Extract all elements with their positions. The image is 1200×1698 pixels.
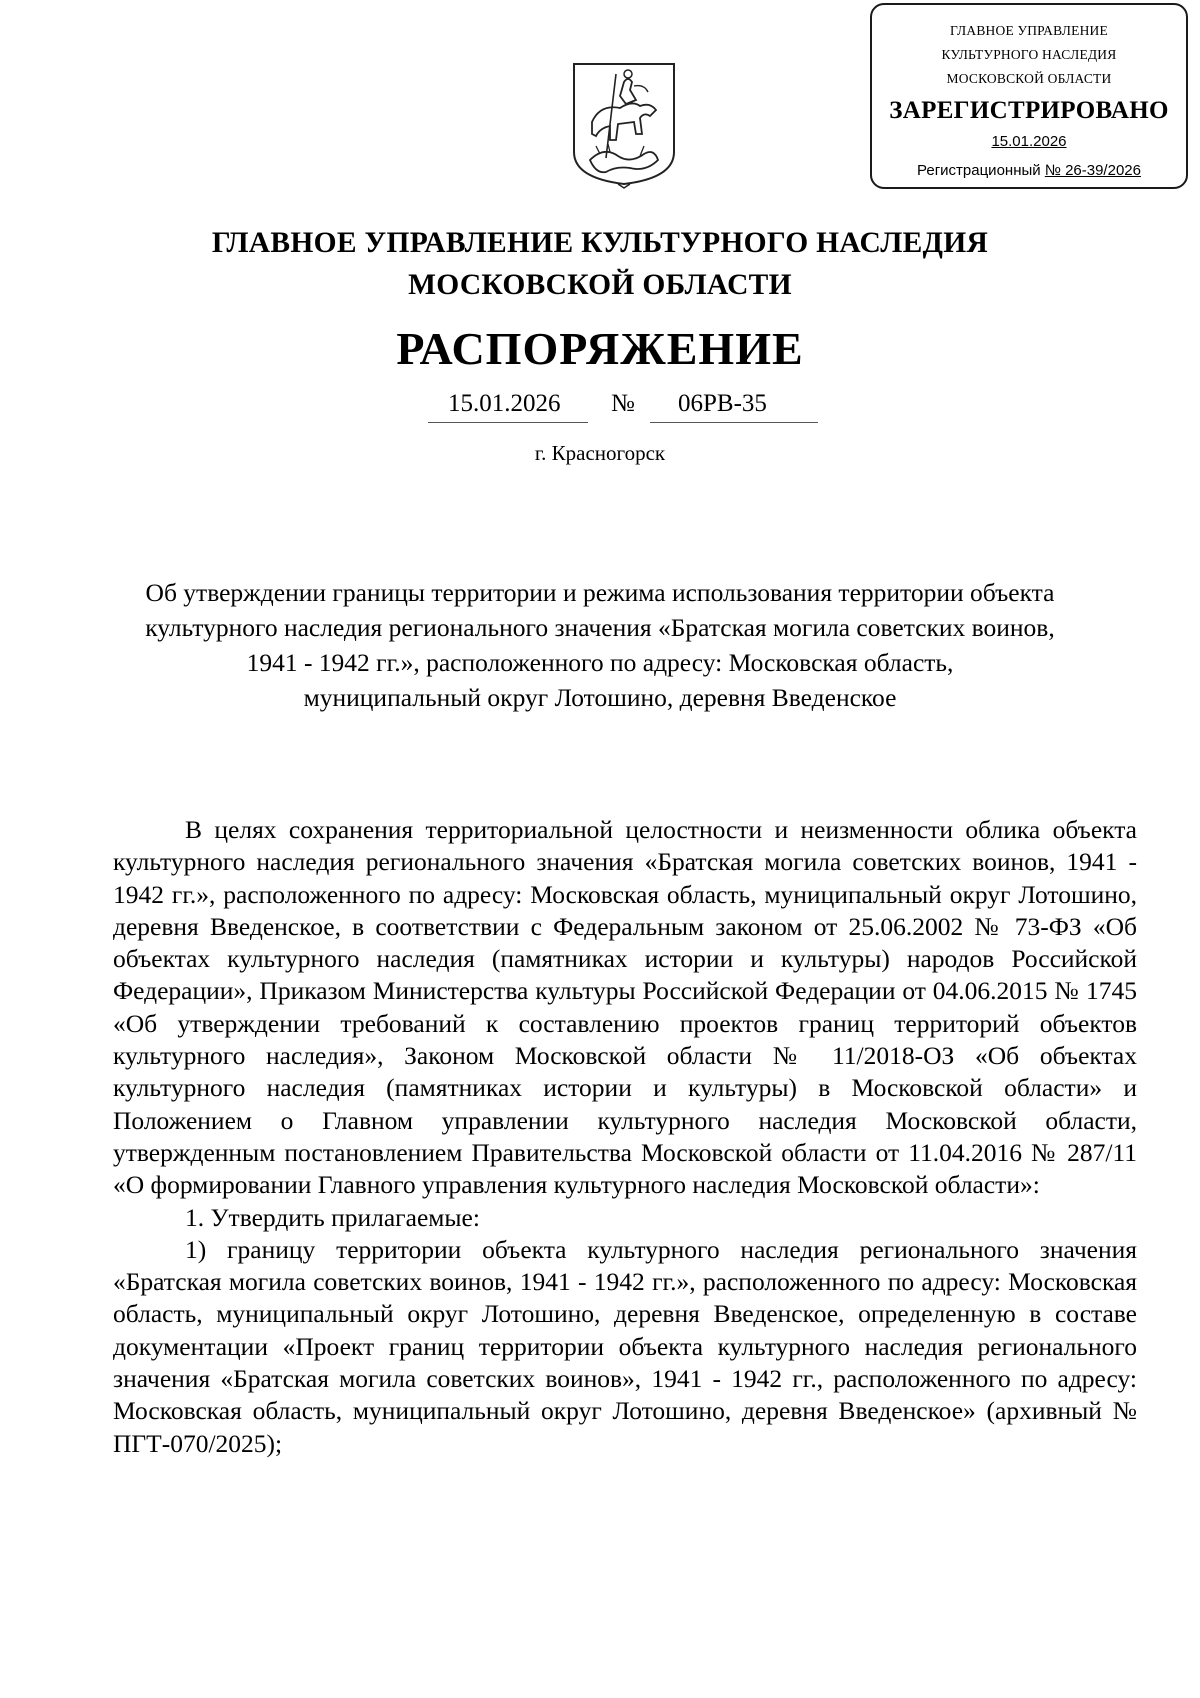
moscow-oblast-coat-of-arms-icon (570, 60, 678, 190)
number-sign: № (611, 390, 635, 417)
body-paragraph-item-1: 1. Утвердить прилагаемые: (185, 1202, 480, 1232)
subject-line-1: Об утверждении границы территории и режима использования территории объекта (145, 578, 1055, 607)
document-date: 15.01.2026 (448, 390, 561, 417)
date-underline (428, 422, 588, 423)
stamp-status: ЗАРЕГИСТРИРОВАНО (889, 97, 1169, 124)
organization-title (0, 222, 1200, 306)
registration-stamp (870, 3, 1188, 189)
stamp-reg-number (872, 162, 1186, 179)
stamp-org-line-2: КУЛЬТУРНОГО НАСЛЕДИЯ (941, 47, 1117, 62)
number-underline (650, 422, 818, 423)
subject-line-4: муниципальный округ Лотошино, деревня Введенское (303, 683, 897, 712)
document-body (113, 814, 1137, 1460)
stamp-org-line-1: ГЛАВНОЕ УПРАВЛЕНИЕ (950, 23, 1108, 38)
document-number: 06РВ-35 (678, 390, 767, 417)
stamp-reg-value: № 26-39/2026 (1044, 162, 1141, 179)
stamp-date: 15.01.2026 (991, 133, 1067, 150)
subject-line-2: культурного наследия регионального значения «Братская могила советских воинов, (145, 613, 1055, 642)
organization-title-line-1: ГЛАВНОЕ УПРАВЛЕНИЕ КУЛЬТУРНОГО НАСЛЕДИЯ (211, 227, 989, 259)
organization-title-line-2: МОСКОВСКОЙ ОБЛАСТИ (408, 269, 792, 301)
stamp-org-line-3: МОСКОВСКОЙ ОБЛАСТИ (946, 71, 1112, 86)
body-paragraph-preamble: В целях сохранения территориальной целостности и неизменности облика объекта культурного наследия регионального значения «Братская могила советских воинов, 1941 - 1942 гг.», расположенного по адресу: Московская область, муниципальный округ Лотошино, деревня Введенское, в соответствии с Федеральным законом от 25.06.2002 № 73-ФЗ «Об объектах культурного наследия (памятниках истории и культуры) народов Российской Федерации», Приказом Министерства культуры Российской Федерации от 04.06.2015 № 1745 «Об утверждении требований к составлению проектов границ территорий объектов культурного наследия», Законом Московской области № 11/2018-ОЗ «Об объектах культурного наследия (памятниках истории и культуры) в Московской области» и Положением о Главном управлении культурного наследия Московской области, утвержденным постановлением Правительства Московской области от 11.04.2016 № 287/11 «О формировании Главного управления культурного наследия Московской области»: (113, 815, 1137, 1200)
stamp-organization (872, 19, 1186, 91)
document-subject (110, 575, 1090, 715)
body-paragraph-subitem-1: 1) границу территории объекта культурного наследия регионального значения «Братская могила советских воинов, 1941 - 1942 гг.», расположенного по адресу: Московская область, муниципальный округ Лотошино, деревня Введенское, определенную в составе документации «Проект границ территории объекта культурного наследия регионального значения «Братская могила советских воинов», 1941 - 1942 гг., расположенного по адресу: Московская область, муниципальный округ Лотошино, деревня Введенское» (архивный № ПГТ-070/2025); (113, 1234, 1137, 1458)
document-type: РАСПОРЯЖЕНИЕ (396, 323, 804, 374)
stamp-reg-label: Регистрационный (917, 162, 1041, 179)
document-city: г. Красногорск (534, 441, 666, 465)
document-date-number (428, 390, 828, 420)
subject-line-3: 1941 - 1942 гг.», расположенного по адресу: Московская область, (246, 648, 954, 677)
